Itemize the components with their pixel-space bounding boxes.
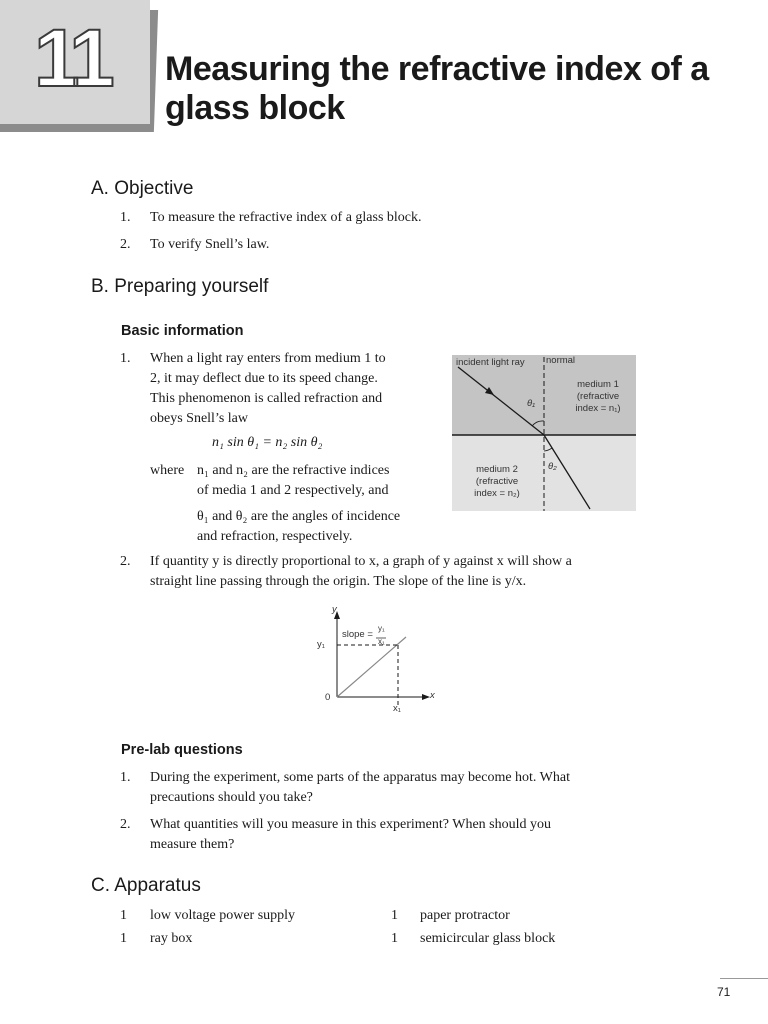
graph-x1-label: x₁: [393, 703, 401, 714]
proportional-line: [337, 637, 406, 697]
footer-rule: [720, 978, 768, 979]
graph-origin-label: 0: [325, 692, 331, 703]
theta1-label: θ₁: [527, 398, 536, 409]
basic-info-number-1: 1.: [120, 351, 131, 366]
apparatus-qty-4: 1: [391, 931, 398, 946]
basic-info-line-2: 2, it may deflect due to its speed change.: [150, 371, 378, 386]
where-line-1: n₁ and n₂ are the refractive indices: [197, 463, 390, 478]
medium-2-label-line: index = n₂): [474, 488, 520, 499]
prelab-number-2: 2.: [120, 817, 131, 832]
medium-2-label-line: medium 2: [476, 464, 518, 475]
theta2-label: θ₂: [548, 461, 557, 472]
section-c-heading: C. Apparatus: [91, 875, 201, 896]
prelab-1-line-1: During the experiment, some parts of the apparatus may become hot. What: [150, 770, 570, 785]
prelab-2-line-2: measure them?: [150, 837, 235, 852]
medium-1-label: [568, 379, 628, 415]
objective-text-1: To measure the refractive index of a glass block.: [150, 210, 422, 225]
proportional-line-2: straight line passing through the origin. The slope of the line is y/x.: [150, 574, 527, 589]
section-a-heading: A. Objective: [91, 178, 194, 199]
apparatus-name-4: semicircular glass block: [420, 931, 556, 946]
section-b-heading: B. Preparing yourself: [91, 276, 269, 297]
medium-2-label: [467, 464, 527, 500]
apparatus-name-3: ray box: [150, 931, 193, 946]
where-line-3: θ₁ and θ₂ are the angles of incidence: [197, 509, 401, 524]
graph-y-axis-label: y: [332, 604, 337, 615]
apparatus-qty-1: 1: [120, 908, 127, 923]
objective-number-2: 2.: [120, 237, 131, 252]
prelab-heading: Pre-lab questions: [121, 742, 243, 758]
medium-1-label-line: medium 1: [577, 379, 619, 390]
where-word: where: [150, 463, 185, 478]
medium-2-label-line: (refractive: [475, 476, 519, 487]
objective-number-1: 1.: [120, 210, 131, 225]
basic-info-number-2: 2.: [120, 554, 131, 569]
graph-x-axis-label: x: [430, 690, 435, 701]
apparatus-qty-2: 1: [391, 908, 398, 923]
medium-1-label-line: index = n₁): [575, 403, 621, 414]
basic-info-line-3: This phenomenon is called refraction and: [150, 391, 383, 406]
prelab-2-line-1: What quantities will you measure in this experiment? When should you: [150, 817, 551, 832]
apparatus-qty-3: 1: [120, 931, 127, 946]
basic-information-heading: Basic information: [121, 323, 244, 339]
snells-law-equation: n₁ sin θ₁ = n₂ sin θ₂: [212, 435, 323, 450]
medium-1-label-line: (refractive: [576, 391, 620, 402]
incident-ray-label: incident light ray: [456, 357, 525, 368]
objective-text-2: To verify Snell’s law.: [150, 237, 270, 252]
where-line-2: of media 1 and 2 respectively, and: [197, 483, 389, 498]
prelab-number-1: 1.: [120, 770, 131, 785]
basic-info-line-4: obeys Snell’s law: [150, 411, 248, 426]
x-axis-arrow: [422, 694, 430, 700]
proportional-line-1: If quantity y is directly proportional to x, a graph of y against x will show a: [150, 554, 572, 569]
apparatus-name-2: paper protractor: [420, 908, 510, 923]
chapter-number: 11: [34, 13, 109, 104]
normal-label: normal: [546, 355, 576, 366]
graph-y1-label: y₁: [317, 639, 325, 650]
prelab-1-line-2: precautions should you take?: [150, 790, 313, 805]
basic-info-line-1: When a light ray enters from medium 1 to: [150, 351, 386, 366]
page-number: 71: [717, 985, 731, 999]
graph-slope-denominator: x₁: [378, 637, 385, 646]
proportional-graph: [320, 605, 440, 715]
graph-slope-label: slope =: [342, 629, 373, 640]
graph-slope-numerator: y₁: [378, 624, 385, 633]
where-line-4: and refraction, respectively.: [197, 529, 353, 544]
apparatus-name-1: low voltage power supply: [150, 908, 296, 923]
page-title: Measuring the refractive index of a glass block: [165, 50, 709, 127]
